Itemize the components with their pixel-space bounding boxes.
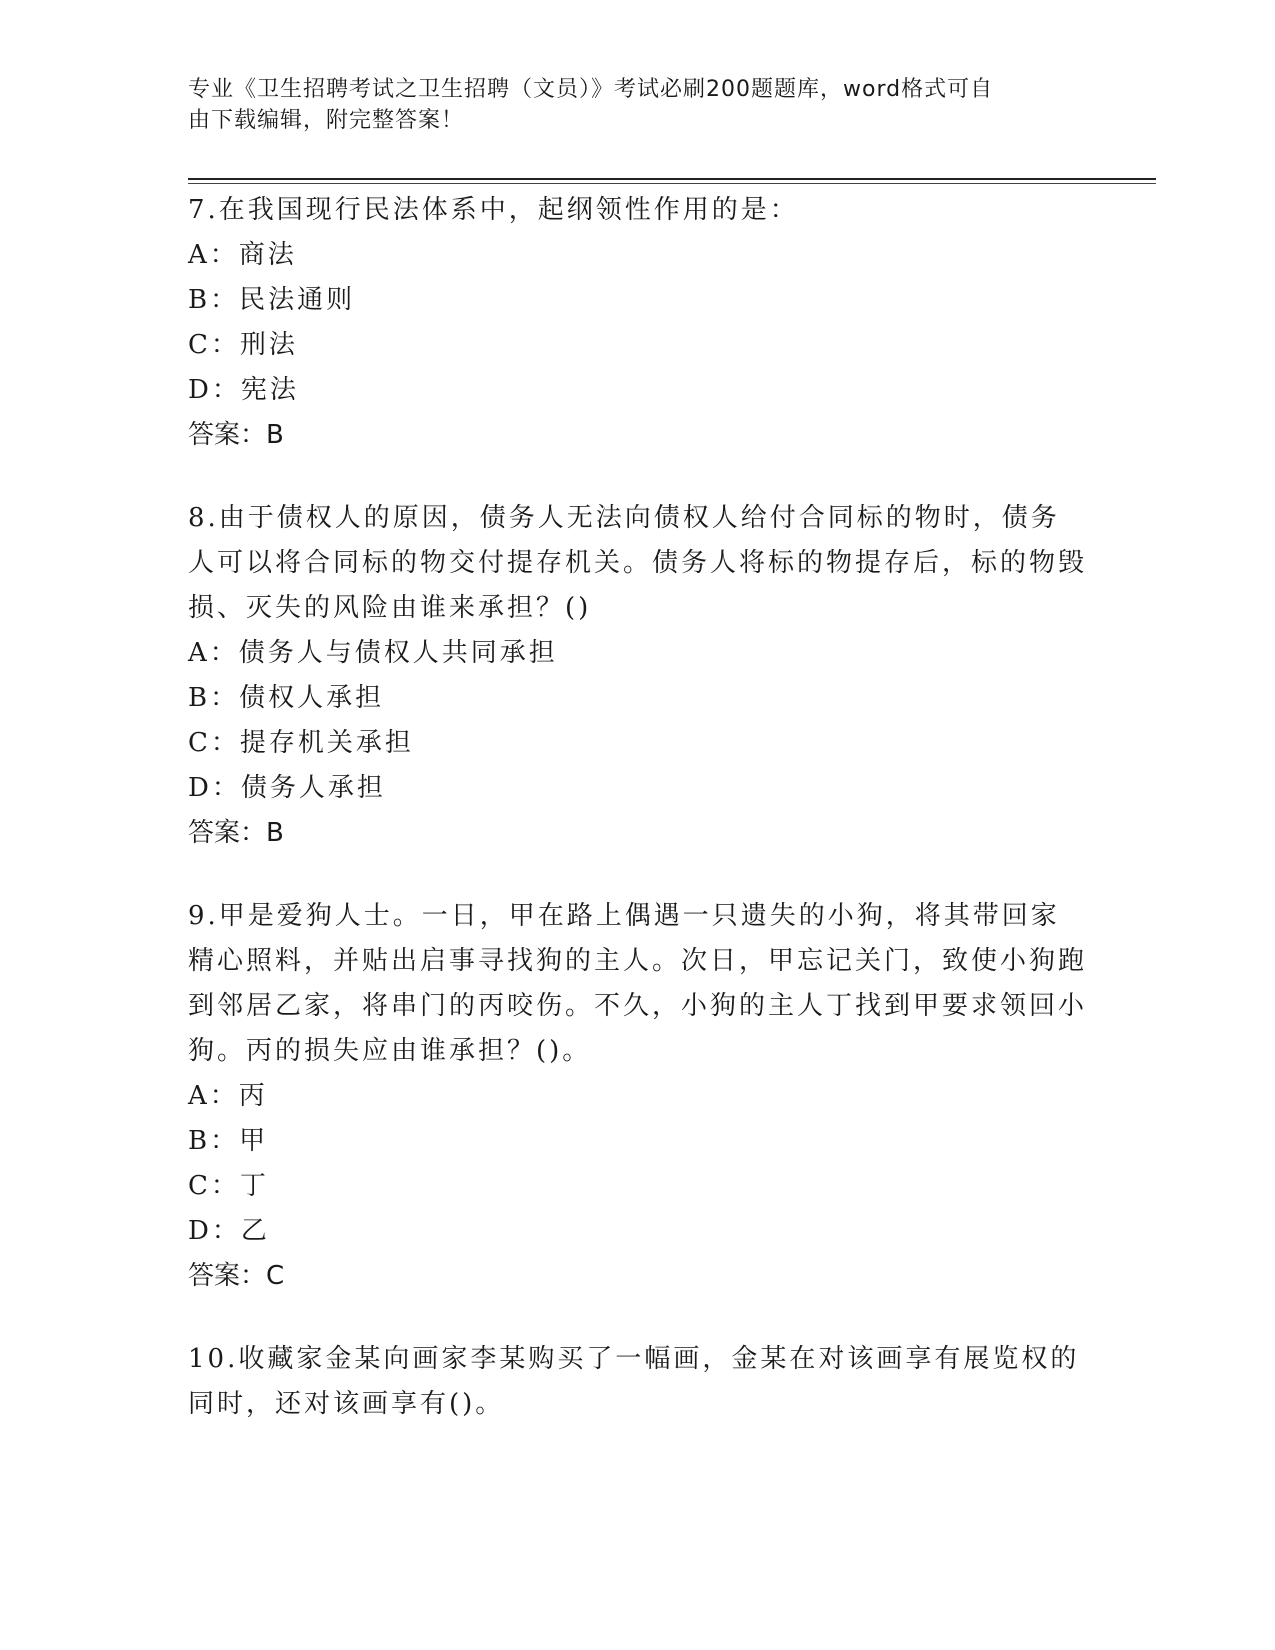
question-7 (188, 188, 1088, 458)
document-header (188, 74, 1068, 136)
option-a (188, 1074, 1088, 1119)
option-d (188, 1209, 1088, 1254)
option-key: C： (188, 330, 240, 360)
header-line-1: 专业《卫生招聘考试之卫生招聘（文员）》考试必刷200题题库，word格式可自 (188, 77, 994, 102)
option-key: A： (188, 240, 239, 270)
option-d (188, 766, 1088, 811)
option-text: 甲 (239, 1126, 269, 1156)
option-c (188, 721, 1088, 766)
question-9 (188, 894, 1088, 1299)
option-a (188, 233, 1088, 278)
question-8 (188, 496, 1088, 856)
header-line-2: 由下载编辑，附完整答案！ (188, 108, 465, 133)
question-10 (188, 1337, 1088, 1427)
answer-line: 答案：B (188, 420, 284, 450)
option-text: 债务人与债权人共同承担 (238, 638, 558, 668)
option-key: A： (188, 638, 239, 668)
option-key: D： (188, 1216, 241, 1246)
option-text: 丁 (239, 1171, 269, 1201)
option-key: C： (188, 1171, 240, 1201)
option-key: B： (188, 285, 240, 315)
header-divider-thick (188, 178, 1156, 180)
option-text: 提存机关承担 (239, 728, 414, 758)
option-c (188, 1164, 1088, 1209)
option-key: A： (188, 1081, 239, 1111)
option-key: B： (188, 1126, 240, 1156)
option-c (188, 323, 1088, 368)
option-key: B： (188, 683, 240, 713)
option-text: 刑法 (239, 330, 298, 360)
header-divider-thin (188, 183, 1156, 184)
question-list (188, 188, 1088, 1465)
option-b (188, 676, 1088, 721)
question-stem: 7.在我国现行民法体系中，起纲领性作用的是： (188, 195, 799, 225)
option-b (188, 1119, 1088, 1164)
option-text: 丙 (238, 1081, 268, 1111)
option-text: 乙 (240, 1216, 270, 1246)
option-key: D： (188, 773, 241, 803)
answer-line: 答案：C (188, 1261, 285, 1291)
option-key: D： (188, 375, 241, 405)
option-d (188, 368, 1088, 413)
option-text: 宪法 (240, 375, 299, 405)
option-text: 民法通则 (239, 285, 356, 315)
option-a (188, 631, 1088, 676)
option-text: 商法 (238, 240, 297, 270)
option-b (188, 278, 1088, 323)
option-text: 债务人承担 (240, 773, 386, 803)
question-stem: 8.由于债权人的原因，债务人无法向债权人给付合同标的物时，债务人可以将合同标的物交付提存机关。债务人将标的物提存后，标的物毁损、灭失的风险由谁来承担？() (188, 503, 1088, 623)
option-text: 债权人承担 (239, 683, 385, 713)
answer-line: 答案：B (188, 818, 284, 848)
option-key: C： (188, 728, 240, 758)
question-stem: 9.甲是爱狗人士。一日，甲在路上偶遇一只遗失的小狗，将其带回家精心照料，并贴出启事寻找狗的主人。次日，甲忘记关门，致使小狗跑到邻居乙家，将串门的丙咬伤。不久，小狗的主人丁找到甲要求领回小狗。丙的损失应由谁承担？()。 (188, 901, 1088, 1066)
question-stem: 10.收藏家金某向画家李某购买了一幅画，金某在对该画享有展览权的同时，还对该画享有()。 (188, 1344, 1080, 1419)
